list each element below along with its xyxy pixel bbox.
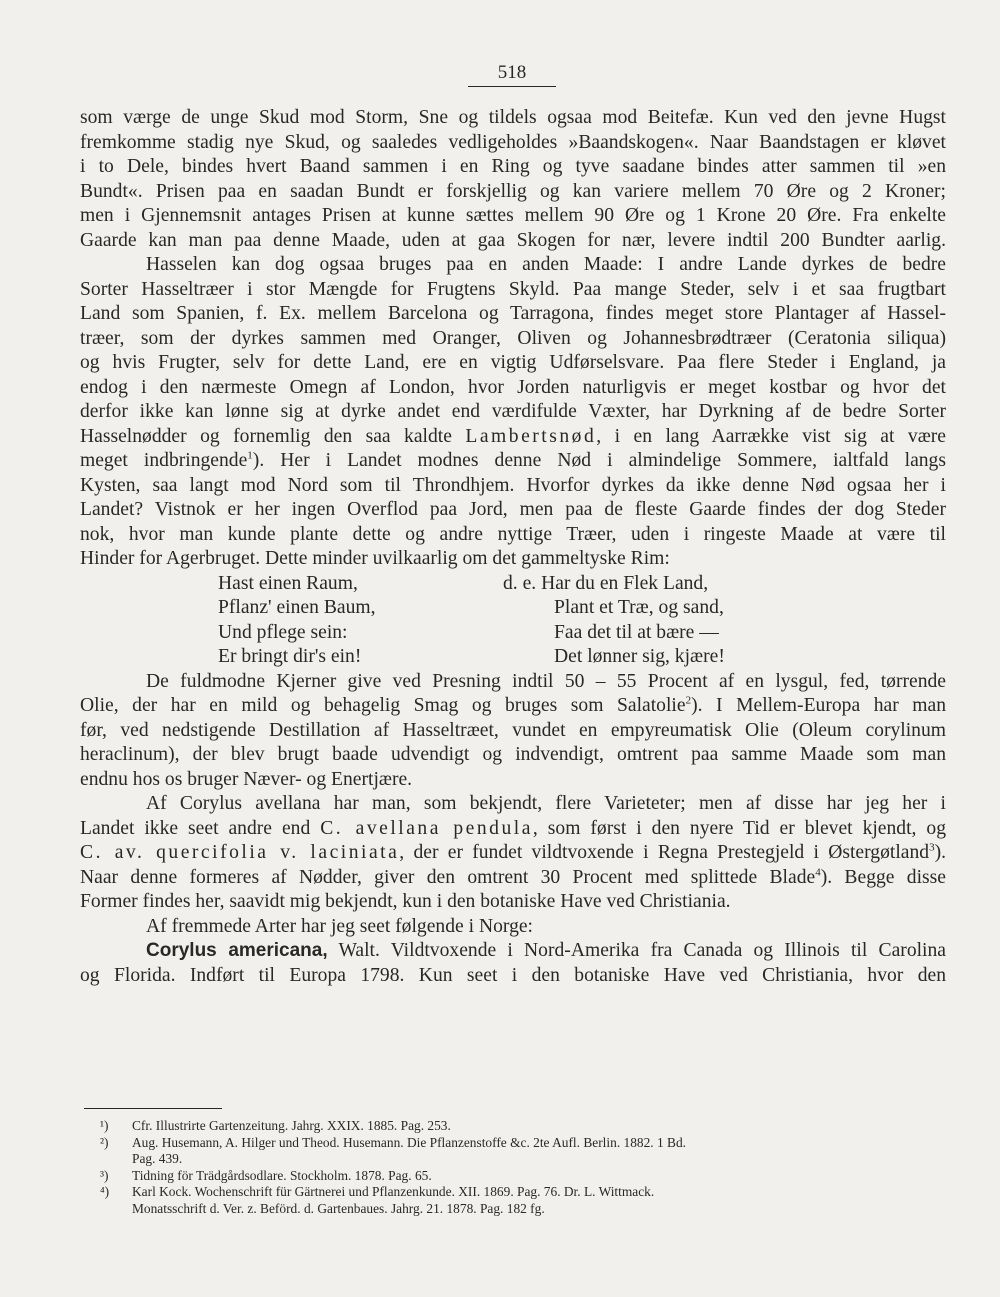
text-line (80, 425, 946, 450)
text-line: Former findes her, saavidt mig bekjendt, kun i den botaniske Have ved Christiania. (80, 891, 731, 912)
text-line: i to Dele, bindes hvert Baand sammen i en Ring og tyve saadane bindes atter sammen til »en (80, 156, 946, 177)
poem-line: d. e. Har du en Flek Land, (503, 572, 709, 594)
text-segment: , som først i den nyere Tid er blevet kjendt, og (532, 817, 946, 839)
spaced-term: C. av. quercifolia v. laciniata (80, 842, 400, 863)
text-line: heraclinum), der blev brugt baade udvendigt og indvendigt, omtrent paa samme Maade som man (80, 744, 946, 765)
text-segment: Landet ikke seet andre end (80, 817, 321, 839)
text-segment: Hasselnødder og fornemlig den saa kaldte (80, 425, 466, 447)
spaced-term: Lambertsnød (465, 425, 597, 447)
footnote-ref: 4 (815, 865, 821, 878)
footnote-mark: ²) (100, 1134, 109, 1150)
poem-line: Faa det til at bære — (554, 621, 719, 643)
text-segment: meget indbringende (80, 450, 248, 471)
text-segment: , der er fundet vildtvoxende i Regna Prestegjeld i Østergøtland (399, 842, 930, 863)
poem-line: Det lønner sig, kjære! (554, 646, 725, 667)
poem-norwegian (503, 572, 725, 670)
text-line: Kysten, saa langt mod Nord som til Throndhjem. Hvorfor dyrkes da ikke denne Nød ogsaa her i (80, 474, 946, 496)
page-number: 518 (468, 62, 556, 87)
text-segment: ). Her i Landet modnes denne Nød i almindelige Sommere, ialtfald langs (252, 450, 946, 471)
footnote-mark: ⁴) (100, 1184, 110, 1199)
text-line: Hasselen kan dog ogsaa bruges paa en anden Maade: I andre Lande dyrkes de bedre (146, 254, 946, 275)
poem-line: Und pflege sein: (218, 621, 348, 643)
footnote-text: Cfr. Illustrirte Gartenzeitung. Jahrg. XXIX. 1885. Pag. 253. (132, 1118, 451, 1133)
text-segment: Walt. Vildtvoxende i Nord-Amerika fra Canada og Illinois til Carolina (327, 940, 946, 961)
footnote-text: Aug. Husemann, A. Hilger und Theod. Husemann. Die Pflanzenstoffe &c. 2te Aufl. Berlin. 1882. 1 Bd. (132, 1134, 687, 1150)
poem-line: Hast einen Raum, (218, 572, 358, 594)
text-line: Land som Spanien, f. Ex. mellem Barcelona og Tarragona, findes meget store Plantager af Hassel- (80, 303, 946, 324)
footnote-continuation: Pag. 439. (132, 1151, 183, 1166)
footnote-ref: 2 (685, 694, 692, 707)
text-line (80, 866, 946, 891)
footnote-mark: ³) (100, 1167, 109, 1183)
footnote-mark: ¹) (100, 1118, 109, 1133)
text-line: som værge de unge Skud mod Storm, Sne og tildels ogsaa mod Beitefæ. Kun ved den jevne Hugst (80, 107, 946, 128)
footnote (100, 1118, 948, 1135)
poem-line: Er bringt dir's ein! (218, 646, 362, 667)
text-line (80, 841, 946, 866)
text-line: Gaarde kan man paa denne Maade, uden at gaa Skogen for nær, levere indtil 200 Bundter aarlig. (80, 229, 946, 251)
text-line: Af fremmede Arter har jeg seet følgende i Norge: (146, 915, 534, 937)
text-line: før, ved nedstigende Destillation af Hasseltræet, vundet en empyreumatisk Olie (Oleum corylinum (80, 719, 946, 741)
footnote-ref: 3 (929, 841, 935, 854)
text-segment: Naar denne formeres af Nødder, giver den omtrent 30 Procent med splittede Blade (80, 866, 816, 888)
text-line: endog i den nærmeste Omegn af London, hvor Jorden naturligvis er meget kostbar og hvor det (80, 376, 946, 398)
text-segment: ). Begge disse (820, 866, 946, 888)
text-line: Hinder for Agerbruget. Dette minder uvilkaarlig om det gammeltyske Rim: (80, 548, 670, 569)
text-segment: ). (934, 842, 946, 863)
footnotes (100, 1118, 948, 1217)
poem-german (218, 572, 376, 670)
footnote-ref: 1 (247, 449, 253, 462)
text-line: Bundt«. Prisen paa en saadan Bundt er forskjellig og kan variere mellem 70 Øre og 2 Kroner; (80, 180, 946, 202)
species-name: Corylus americana, (146, 940, 328, 961)
body-text (80, 106, 946, 988)
footnote-text: Tidning för Trädgårdsodlare. Stockholm. 1878. Pag. 65. (132, 1167, 432, 1183)
text-line: fremkomme stadig nye Skud, og saaledes vedligeholdes »Baandskogen«. Naar Baandstagen er kløvet (80, 131, 946, 153)
footnote (100, 1168, 948, 1185)
text-line: nok, hvor man kunde plante dette og andre nyttige Træer, uden i ringeste Maade at være til (80, 523, 946, 545)
text-line (80, 694, 946, 719)
text-line (80, 817, 946, 842)
footnote-divider (84, 1108, 222, 1109)
footnote-continuation: Monatsschrift d. Ver. z. Beförd. d. Gartenbaues. Jahrg. 21. 1878. Pag. 182 fg. (132, 1200, 545, 1216)
text-line: og hvis Frugter, selv for dette Land, ere en vigtig Udførselsvare. Paa flere Steder i England, ja (80, 352, 946, 373)
text-segment: , i en lang Aarrække vist sig at være (596, 425, 946, 447)
text-line: men i Gjennemsnit antages Prisen at kunne sættes mellem 90 Øre og 1 Krone 20 Øre. Fra enkelte (80, 205, 946, 226)
poem-line: Plant et Træ, og sand, (554, 597, 724, 618)
text-line: Sorter Hasseltræer i stor Mængde for Frugtens Skyld. Paa mange Steder, selv i et saa frugtbart (80, 278, 946, 300)
poem-block (80, 572, 946, 670)
text-line: Landet? Vistnok er her ingen Overflod paa Jord, men paa de fleste Gaarde findes der dog Steder (80, 499, 946, 520)
poem-line: Pflanz' einen Baum, (218, 597, 376, 618)
text-line (80, 939, 946, 964)
text-line: De fuldmodne Kjerner give ved Presning indtil 50 – 55 Procent af en lysgul, fed, tørrende (146, 670, 946, 692)
text-line (80, 449, 946, 474)
text-line: og Florida. Indført til Europa 1798. Kun seet i den botaniske Have ved Christiania, hvor den (80, 964, 946, 986)
text-segment: Olie, der har en mild og behagelig Smag og bruges som Salatolie (80, 695, 686, 716)
footnote (100, 1135, 948, 1152)
text-line: endnu hos os bruger Næver- og Enertjære. (80, 768, 413, 790)
text-segment: ). I Mellem-Europa har man (691, 695, 947, 716)
text-line: derfor ikke kan lønne sig at dyrke andet end værdifulde Væxter, har Dyrkning af de bedre Sorter (80, 401, 946, 422)
footnote (100, 1184, 948, 1201)
spaced-term: C. avellana pendula (320, 817, 533, 839)
text-line: Af Corylus avellana har man, som bekjendt, flere Varieteter; men af disse har jeg her i (146, 793, 946, 814)
footnote-text: Karl Kock. Wochenschrift für Gärtnerei und Pflanzenkunde. XII. 1869. Pag. 76. Dr. L. Wittmack. (132, 1184, 655, 1199)
text-line: træer, som der dyrkes sammen med Oranger, Oliven og Johannesbrødtræer (Ceratonia siliqua) (80, 327, 946, 349)
